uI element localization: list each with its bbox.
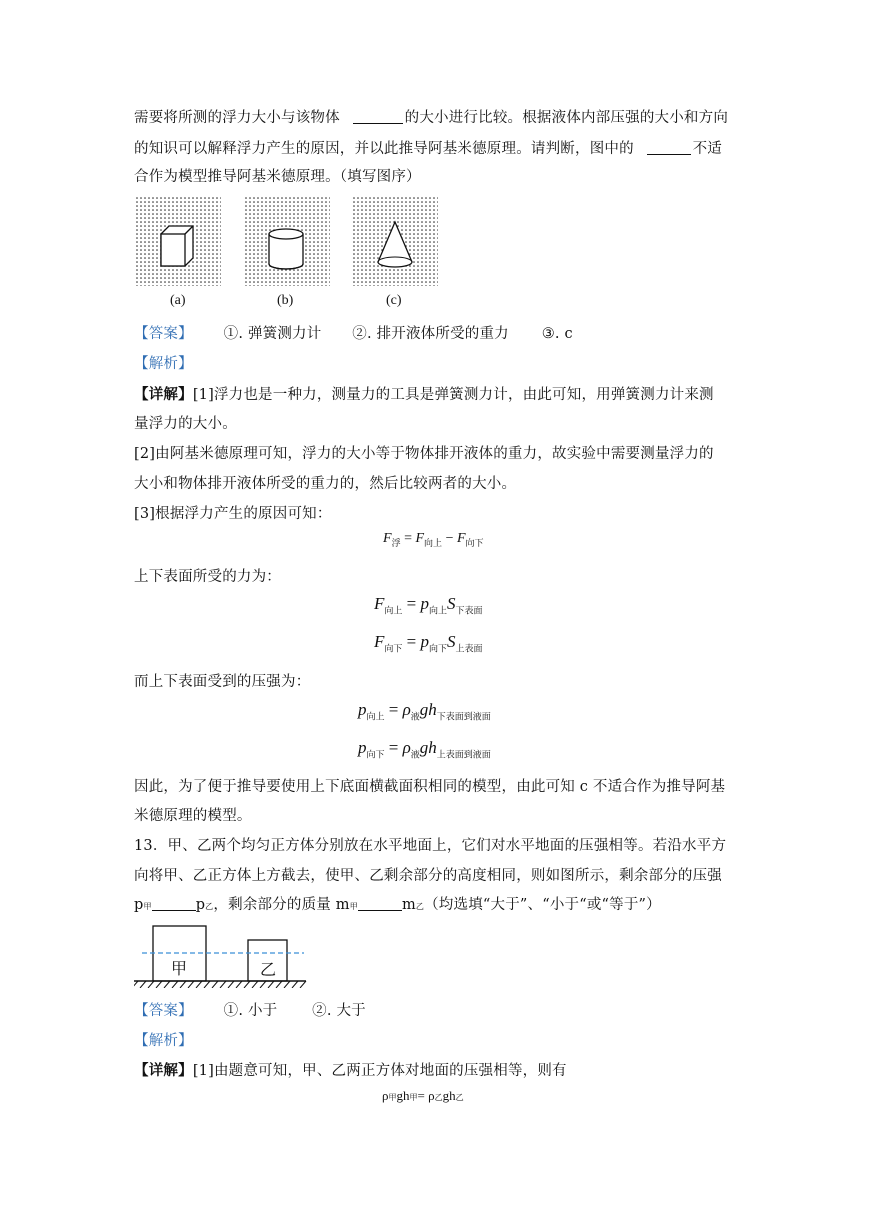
sym: ρ: [402, 738, 411, 757]
sub: 乙: [205, 902, 214, 911]
sub: 上表面到液面: [436, 750, 491, 761]
label-jia: 甲: [171, 959, 188, 978]
sub: 下表面: [455, 606, 483, 617]
sub: 向下: [384, 644, 403, 655]
sym: F: [456, 531, 466, 546]
sub: 下表面到液面: [436, 712, 491, 723]
sub: 乙: [434, 1093, 443, 1102]
label-yi: 乙: [260, 960, 277, 979]
sym: F: [383, 531, 392, 546]
sym: p: [195, 897, 206, 913]
q13-line-2: 向将甲、乙正方体上方截去，使甲、乙剩余部分的高度相同，则如图所示，剩余部分的压强: [134, 868, 722, 884]
sub: 向下: [429, 644, 448, 655]
answer-item-2: ②. 大于: [312, 1003, 366, 1019]
answer-tag: 【答案】: [134, 326, 193, 342]
q12-line-2: [134, 137, 722, 158]
equation-pressure-up: $p_{向上} = \rho_液gh_{下表面到液面}$: [358, 700, 491, 723]
sym: S: [447, 594, 456, 613]
q12-answer: [134, 322, 573, 343]
figure-b-cylinder: [244, 196, 330, 286]
sub: 甲: [349, 902, 358, 911]
detail-1b: 量浮力的大小。: [134, 416, 237, 432]
answer-item-1: ①. 小于: [223, 1003, 278, 1019]
sym: gh: [419, 700, 437, 719]
sub: 向上: [429, 606, 448, 617]
equation-buoyancy: $F_浮 = F_{向上} - F_{向下}$: [383, 531, 484, 549]
sym: gh: [419, 738, 437, 757]
sym: = ρ: [417, 1088, 435, 1103]
detail-tag: 【详解】: [134, 1062, 193, 1079]
text-faces: 上下表面所受的力为：: [134, 569, 281, 585]
equation-force-down: $F_{向下} = p_{向下}S_{上表面}$: [374, 632, 483, 655]
sym: F: [374, 632, 385, 651]
caption-b: (b): [277, 293, 294, 308]
answer-tag: 【答案】: [134, 1003, 193, 1019]
text: 需要将所测的浮力大小与该物体: [134, 110, 340, 126]
q12-line-3: 合作为模型推导阿基米德原理。（填写图序）: [134, 169, 421, 185]
detail-2a: [2]由阿基米德原理可知，浮力的大小等于物体排开液体的重力，故实验中需要测量浮力的: [134, 446, 714, 462]
sym: gh: [442, 1088, 456, 1103]
sub: 甲: [143, 902, 152, 911]
sub: 乙: [415, 902, 425, 911]
sym: p: [358, 700, 367, 719]
text: ，剩余部分的质量 m: [213, 897, 350, 913]
conclusion-b: 米德原理的模型。: [134, 808, 252, 824]
sub: 向上: [366, 712, 385, 723]
sub: 向下: [465, 538, 484, 549]
sym: F: [374, 594, 385, 613]
detail-3: [3]根据浮力产生的原因可知：: [134, 506, 332, 522]
sub: 浮: [391, 538, 401, 549]
text: 的知识可以解释浮力产生的原因，并以此推导阿基米德原理。请判断，图中的: [134, 141, 634, 157]
sym: p: [134, 897, 144, 913]
sub: 液: [410, 712, 420, 723]
equation-force-up: $F_{向上} = p_{向上}S_{下表面}$: [374, 594, 483, 617]
q13-line-1: 13．甲、乙两个均匀正方体分别放在水平地面上，它们对水平地面的压强相等。若沿水平方: [134, 838, 727, 854]
sym: S: [447, 632, 456, 651]
figure-cubes: [134, 922, 308, 988]
caption-a: (a): [170, 293, 186, 308]
cylinder-shape: [269, 229, 303, 269]
sub: 甲: [388, 1093, 397, 1102]
detail-2b: 大小和物体排开液体所受的重力的，然后比较两者的大小。: [134, 476, 517, 492]
figure-a-cube: [135, 196, 221, 286]
text-pressure: 而上下表面受到的压强为：: [134, 674, 311, 690]
sym: gh: [396, 1088, 410, 1103]
sub: 甲: [409, 1093, 418, 1102]
conclusion-a: 因此，为了便于推导要使用上下底面横截面积相同的模型，由此可知 c 不适合作为推导阿基: [134, 779, 726, 795]
analysis-tag: 【解析】: [134, 1033, 193, 1049]
sub: 上表面: [455, 644, 483, 655]
figure-c-cone: [352, 196, 438, 286]
sym: ρ: [382, 1088, 389, 1103]
answer-blank-2[interactable]: [647, 140, 691, 155]
text: [1]浮力也是一种力，测量力的工具是弹簧测力计，由此可知，用弹簧测力计来测: [192, 387, 714, 403]
sub: 向上: [384, 606, 403, 617]
sym: p: [358, 738, 367, 757]
equation-equal-pressure: [382, 1088, 464, 1104]
cube-shape: [161, 226, 193, 266]
sym: p: [420, 632, 429, 651]
answer-item-3: ③. c: [541, 326, 573, 342]
sub: 液: [410, 750, 420, 761]
answer-blank-mass[interactable]: [358, 896, 402, 911]
answer-blank-1[interactable]: [353, 109, 403, 124]
answer-item-1: ①. 弹簧测力计: [223, 326, 322, 342]
sym: p: [420, 594, 429, 613]
sym: F: [415, 531, 425, 546]
text: （均选填“大于”、“小于“或“等于”）: [424, 897, 661, 913]
sym: ρ: [402, 700, 411, 719]
q12-line-1: [134, 106, 728, 127]
q13-answer: [134, 999, 366, 1020]
text: [1]由题意可知，甲、乙两正方体对地面的压强相等，则有: [192, 1063, 567, 1079]
sym: m: [401, 897, 416, 913]
answer-item-2: ②. 排开液体所受的重力: [352, 326, 509, 342]
q13-line-3: [134, 893, 661, 914]
analysis-tag: 【解析】: [134, 356, 193, 372]
caption-c: (c): [386, 293, 402, 308]
q13-detail-1: [134, 1059, 567, 1080]
answer-blank-pressure[interactable]: [152, 896, 196, 911]
equation-pressure-down: $p_{向下} = \rho_液gh_{上表面到液面}$: [358, 738, 491, 761]
text: 的大小进行比较。根据液体内部压强的大小和方向: [404, 110, 729, 126]
cubes-drawing: [134, 922, 308, 988]
sub: 向上: [424, 538, 443, 549]
sub: 向下: [366, 750, 385, 761]
sub: 乙: [455, 1093, 464, 1102]
detail-tag: 【详解】: [134, 386, 193, 403]
detail-1a: [134, 383, 714, 404]
text: 不适: [692, 141, 723, 157]
